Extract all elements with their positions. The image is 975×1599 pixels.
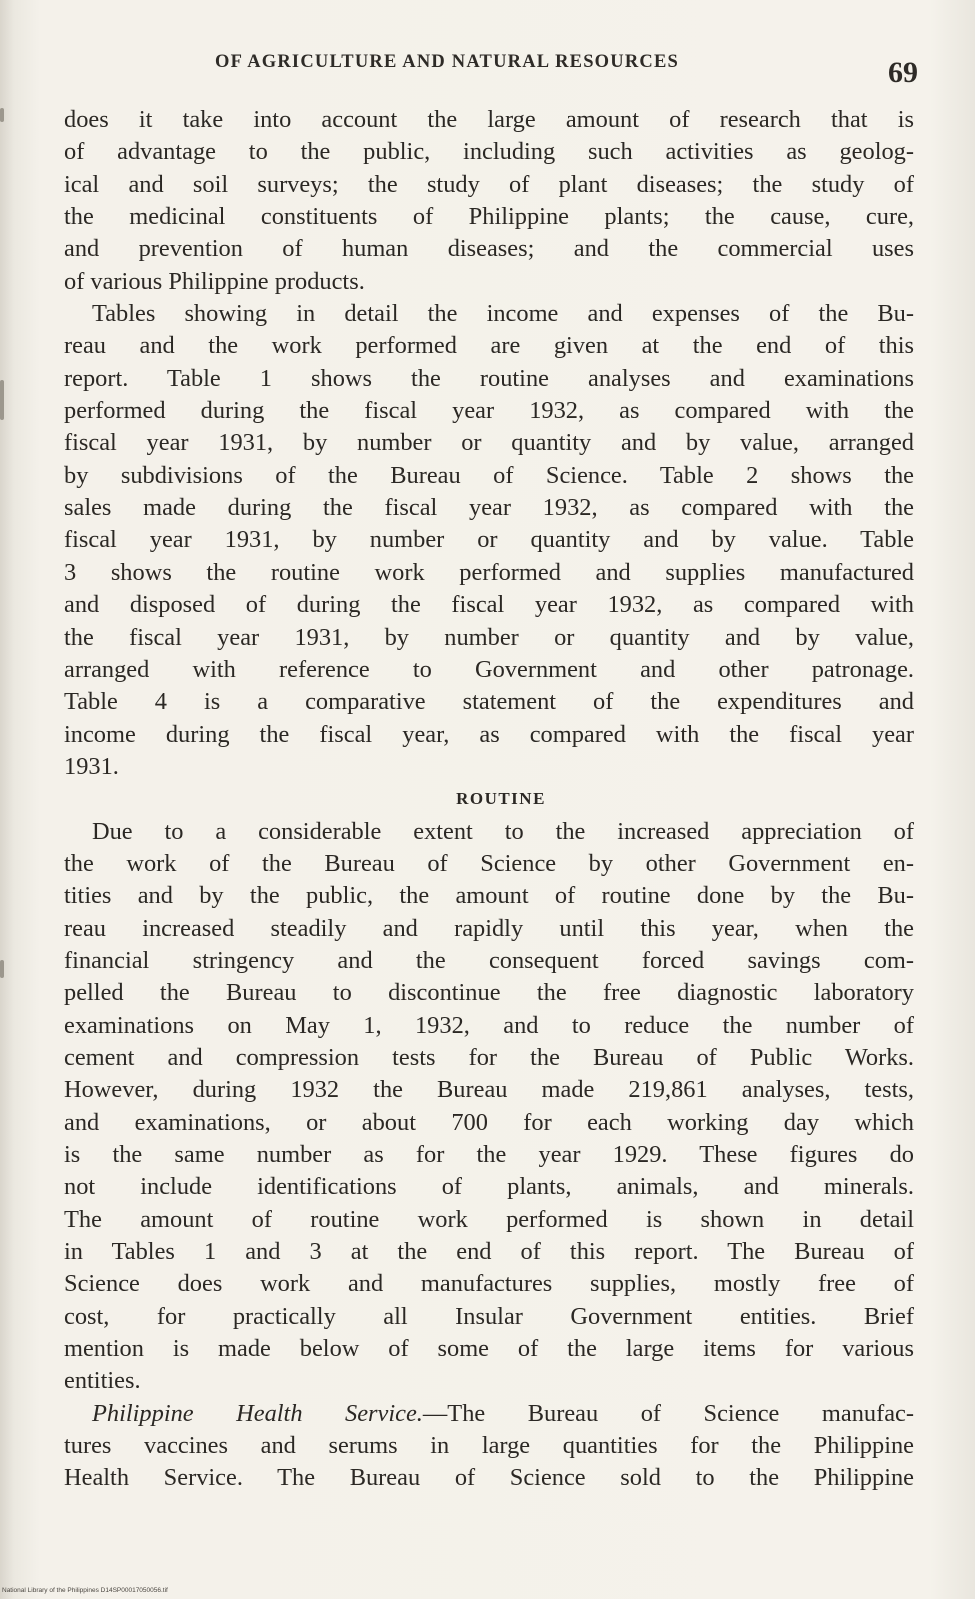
text-line: [64, 1398, 914, 1430]
side-heading: Philippine Health Service.: [92, 1399, 423, 1427]
text-line: arranged with reference to Government and other patronage.: [64, 655, 914, 683]
text-line: the work of the Bureau of Science by other Government en-: [64, 849, 914, 877]
text-line: in Tables 1 and 3 at the end of this report. The Bureau of: [64, 1238, 914, 1266]
text-line: cement and compression tests for the Bureau of Public Works.: [64, 1043, 914, 1071]
running-head: OF AGRICULTURE AND NATURAL RESOURCES: [215, 52, 679, 72]
text-line: Science does work and manufactures supplies, mostly free of: [64, 1270, 914, 1298]
text-line: reau increased steadily and rapidly until this year, when the: [64, 914, 914, 942]
text-line: Table 4 is a comparative statement of the expenditures and: [64, 688, 914, 716]
archive-stamp: National Library of the Philippines D14SP00017050056.tif: [2, 1587, 168, 1594]
text-line: ical and soil surveys; the study of plant diseases; the study of: [64, 170, 914, 198]
text-line: examinations on May 1, 1932, and to reduce the number of: [64, 1011, 914, 1039]
text-line: sales made during the fiscal year 1932, as compared with the: [64, 494, 914, 522]
paragraph-3: [64, 816, 914, 1398]
text-line: The amount of routine work performed is shown in detail: [64, 1205, 914, 1233]
text-line: fiscal year 1931, by number or quantity and by value. Table: [64, 526, 914, 554]
text-line: the medicinal constituents of Philippine plants; the cause, cure,: [64, 203, 914, 231]
text-line: fiscal year 1931, by number or quantity and by value, arranged: [64, 429, 914, 457]
body-text: [64, 104, 914, 1495]
paragraph-1: [64, 104, 914, 298]
text-line: and prevention of human diseases; and the commercial uses: [64, 235, 914, 263]
page-edge-mark: [0, 108, 4, 122]
text-line: 3 shows the routine work performed and supplies manufactured: [64, 558, 914, 586]
text-line: report. Table 1 shows the routine analyses and examinations: [64, 364, 914, 392]
text-run: —The Bureau of Science manufac-: [422, 1399, 914, 1427]
page-edge-mark: [0, 960, 4, 978]
text-line: entities.: [64, 1367, 141, 1395]
text-line: of advantage to the public, including such activities as geolog-: [64, 138, 914, 166]
text-line: pelled the Bureau to discontinue the free diagnostic laboratory: [64, 979, 914, 1007]
text-line: and disposed of during the fiscal year 1932, as compared with: [64, 591, 914, 619]
section-heading: ROUTINE: [456, 789, 546, 809]
page-edge-mark: [0, 380, 4, 420]
text-line: tities and by the public, the amount of routine done by the Bu-: [64, 882, 914, 910]
text-line: the fiscal year 1931, by number or quantity and by value,: [64, 623, 914, 651]
text-line: Health Service. The Bureau of Science sold to the Philippine: [64, 1464, 914, 1492]
text-line: by subdivisions of the Bureau of Science. Table 2 shows the: [64, 461, 914, 489]
text-line: Tables showing in detail the income and expenses of the Bu-: [92, 300, 914, 328]
text-line: 1931.: [64, 752, 119, 780]
paragraph-2: [64, 298, 914, 783]
text-line: income during the fiscal year, as compared with the fiscal year: [64, 720, 914, 748]
text-line: Due to a considerable extent to the increased appreciation of: [92, 817, 914, 845]
page-number: 69: [888, 56, 918, 89]
text-line: cost, for practically all Insular Government entities. Brief: [64, 1302, 914, 1330]
text-line: and examinations, or about 700 for each working day which: [64, 1108, 914, 1136]
text-line: tures vaccines and serums in large quantities for the Philippine: [64, 1432, 914, 1460]
text-line: mention is made below of some of the large items for various: [64, 1335, 914, 1363]
text-line: of various Philippine products.: [64, 267, 365, 295]
text-line: not include identifications of plants, animals, and minerals.: [64, 1173, 914, 1201]
text-line: does it take into account the large amount of research that is: [64, 106, 914, 133]
text-line: is the same number as for the year 1929. These figures do: [64, 1141, 914, 1168]
text-line: financial stringency and the consequent forced savings com-: [64, 946, 914, 974]
text-line: reau and the work performed are given at the end of this: [64, 332, 914, 360]
text-line: performed during the fiscal year 1932, as compared with the: [64, 397, 914, 425]
text-line: However, during 1932 the Bureau made 219,861 analyses, tests,: [64, 1076, 914, 1104]
paragraph-4: [64, 1398, 914, 1495]
